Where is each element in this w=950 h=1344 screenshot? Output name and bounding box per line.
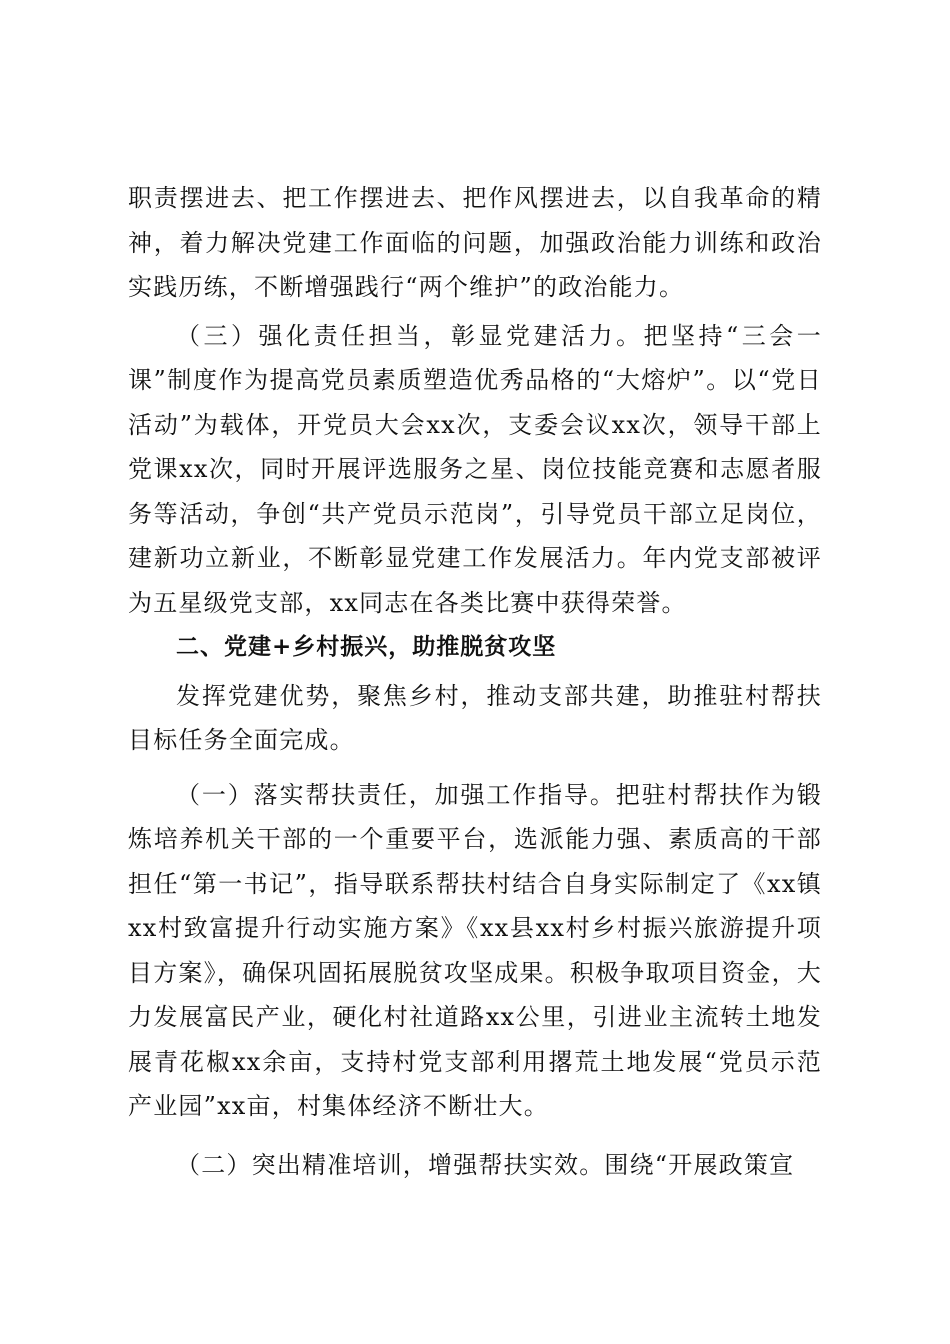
paragraph-continuation: 职责摆进去、把工作摆进去、把作风摆进去，以自我革命的精神，着力解决党建工作面临的问题，加强政治能力训练和政治实践历练，不断增强践行“两个维护”的政治能力。 <box>128 184 822 301</box>
section-heading-2: 二、党建+乡村振兴，助推脱贫攻坚 <box>176 634 557 660</box>
paragraph-intro: 发挥党建优势，聚焦乡村，推动支部共建，助推驻村帮扶目标任务全面完成。 <box>128 681 822 754</box>
paragraph-section-3: （三）强化责任担当，彰显党建活力。把坚持“三会一课”制度作为提高党员素质塑造优秀品格的“大熔炉”。以“党日活动”为载体，开党员大会xx次，支委会议xx次，领导干部上党课xx次，同时开展评选服务之星、岗位技能竞赛和志愿者服务等活动，争创“共产党员示范岗”，引导党员干部立足岗位，建新功立新业，不断彰显党建工作发展活力。年内党支部被评为五星级党支部，xx同志在各类比赛中获得荣誉。 <box>128 321 822 617</box>
document-body <box>128 176 822 1187</box>
paragraph-subsection-1: （一）落实帮扶责任，加强工作指导。把驻村帮扶作为锻炼培养机关干部的一个重要平台，选派能力强、素质高的干部担任“第一书记”，指导联系帮扶村结合自身实际制定了《xx镇xx村致富提升行动实施方案》《xx县xx村乡村振兴旅游提升项目方案》，确保巩固拓展脱贫攻坚成果。积极争取项目资金，大力发展富民产业，硬化村社道路xx公里，引进业主流转土地发展青花椒xx余亩，支持村党支部利用撂荒土地发展“党员示范产业园”xx亩，村集体经济不断壮大。 <box>128 780 822 1120</box>
paragraph-subsection-2: （二）突出精准培训，增强帮扶实效。围绕“开展政策宣 <box>176 1150 795 1179</box>
